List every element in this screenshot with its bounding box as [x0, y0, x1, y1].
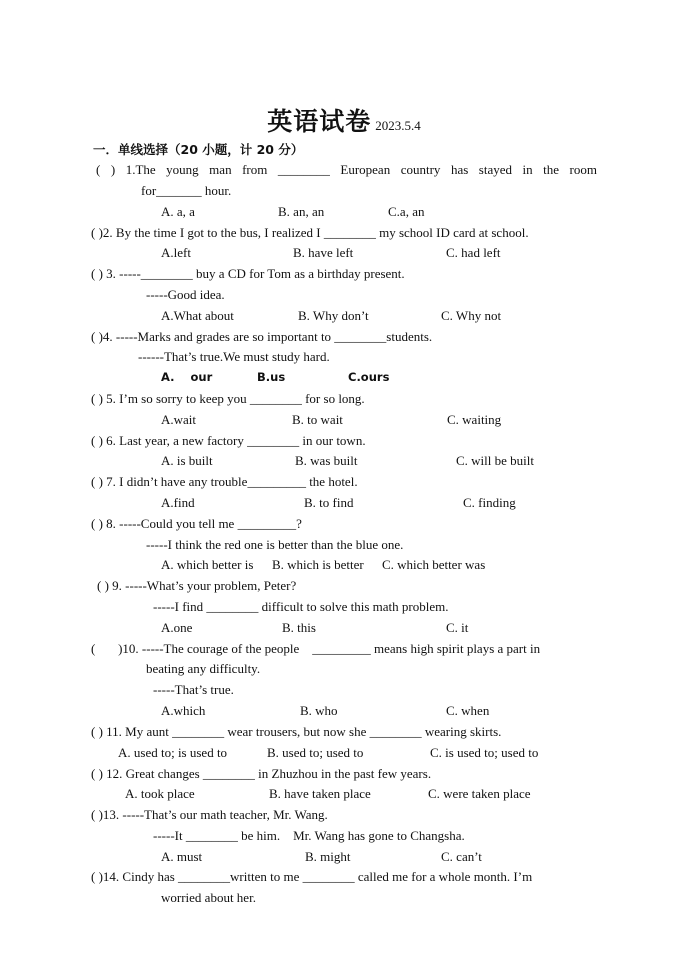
question-stem: ( )10. -----The courage of the people _________ means high spirit plays a part in [91, 641, 541, 656]
option-a: A. took place [125, 786, 195, 801]
option-c: C. had left [446, 245, 501, 260]
option-c: C. will be built [456, 453, 534, 468]
question-response: -----It ________ be him. Mr. Wang has gone to Changsha. [153, 828, 465, 843]
option-c: C. which better was [382, 557, 486, 572]
option-a: A. which better is [161, 557, 254, 572]
option-c: C. finding [463, 495, 516, 510]
question-stem: ( ) 5. I’m so sorry to keep you ________ for so long. [91, 391, 365, 406]
question-stem-continued: worried about her. [161, 890, 256, 905]
question-stem: ( ) 3. -----________ buy a CD for Tom as a birthday present. [91, 266, 405, 281]
question-response: ------That’s true.We must study hard. [138, 349, 330, 364]
option-a: A.which [161, 703, 206, 718]
option-c: C. Why not [441, 308, 502, 323]
option-b: B. have left [293, 245, 354, 260]
option-c: C. is used to; used to [430, 745, 539, 760]
question-stem: ( ) 6. Last year, a new factory ________ in our town. [91, 433, 366, 448]
section-heading: 一．单线选择（20 小题，计 20 分） [93, 142, 304, 157]
option-c: C.a, an [388, 204, 425, 219]
page-title [0, 102, 688, 138]
option-b: B. used to; used to [267, 745, 364, 760]
question-response: -----Good idea. [146, 287, 225, 302]
question-stem: ( ) 7. I didn’t have any trouble_________ the hotel. [91, 474, 358, 489]
option-c: C. waiting [447, 412, 502, 427]
question-response: -----I find ________ difficult to solve this math problem. [153, 599, 449, 614]
option-a: A.What about [161, 308, 234, 323]
option-a: A.wait [161, 412, 197, 427]
option-b: B. to find [304, 495, 354, 510]
option-a: A.one [161, 620, 193, 635]
question-response: -----That’s true. [153, 682, 234, 697]
option-a: A.left [161, 245, 191, 260]
question-response: -----I think the red one is better than the blue one. [146, 537, 404, 552]
option-b: B. Why don’t [298, 308, 369, 323]
question-stem: ( ) 11. My aunt ________ wear trousers, but now she ________ wearing skirts. [91, 724, 502, 739]
option-b: B.us [257, 370, 286, 384]
option-c: C. when [446, 703, 490, 718]
option-b: B. to wait [292, 412, 343, 427]
option-c: C. were taken place [428, 786, 531, 801]
option-b: B. which is better [272, 557, 364, 572]
option-b: B. might [305, 849, 351, 864]
option-c: C.ours [348, 370, 390, 384]
option-a: A. a, a [161, 204, 195, 219]
question-stem-continued: for_______ hour. [141, 183, 232, 198]
option-a: A. our [161, 370, 213, 384]
option-a: A. used to; is used to [118, 745, 228, 760]
question-stem: ( ) 1.The young man from ________ European country has stayed in the room [96, 162, 597, 177]
option-c: C. can’t [441, 849, 482, 864]
question-stem: ( ) 8. -----Could you tell me _________? [91, 516, 302, 531]
question-stem: ( )13. -----That’s our math teacher, Mr. Wang. [91, 807, 328, 822]
question-stem: ( )2. By the time I got to the bus, I realized I ________ my school ID card at school. [91, 225, 529, 240]
question-stem: ( ) 12. Great changes ________ in Zhuzhou in the past few years. [91, 766, 432, 781]
option-a: A. must [161, 849, 203, 864]
question-stem: ( )4. -----Marks and grades are so important to ________students. [91, 329, 433, 344]
title-text: 英语试卷 [267, 107, 372, 136]
option-a: A.find [161, 495, 195, 510]
exam-date: 2023.5.4 [375, 118, 421, 133]
option-c: C. it [446, 620, 469, 635]
question-stem-continued: beating any difficulty. [146, 661, 261, 676]
option-b: B. an, an [278, 204, 325, 219]
option-b: B. who [300, 703, 338, 718]
option-b: B. have taken place [269, 786, 371, 801]
option-b: B. was built [295, 453, 358, 468]
question-stem: ( )14. Cindy has ________written to me ________ called me for a whole month. I’m [91, 869, 533, 884]
question-stem: ( ) 9. -----What’s your problem, Peter? [97, 578, 297, 593]
option-b: B. this [282, 620, 316, 635]
option-a: A. is built [161, 453, 213, 468]
